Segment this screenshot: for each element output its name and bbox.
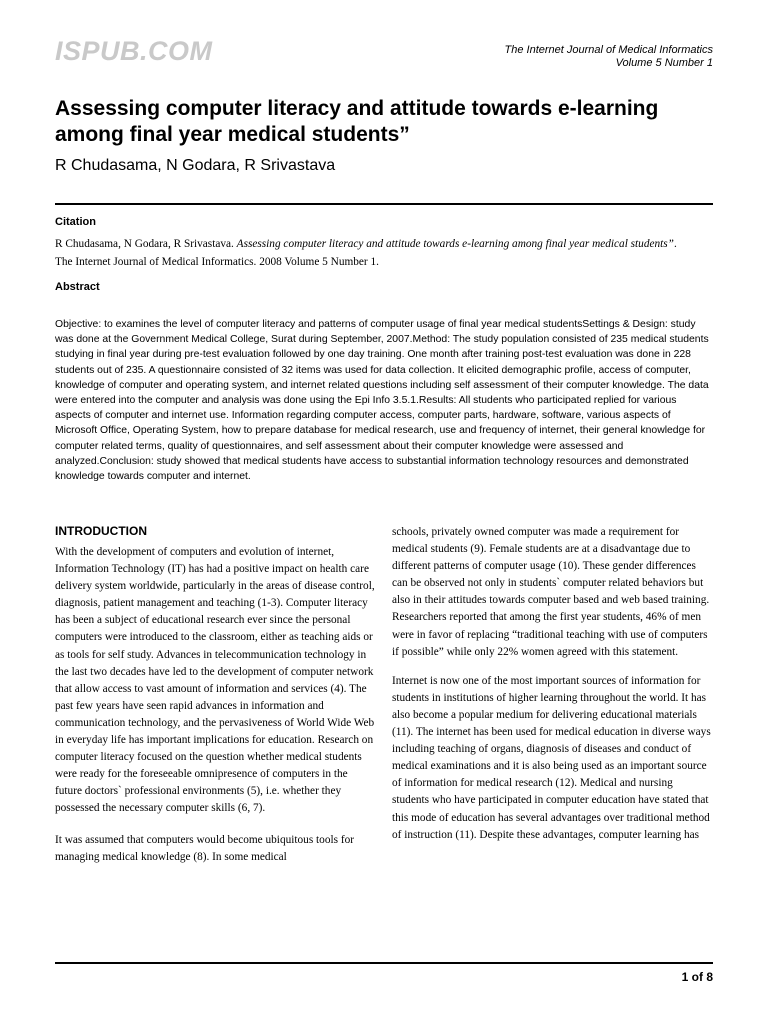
right-column [392,524,712,856]
citation-source: . The Internet Journal of Medical Informatics. 2008 Volume 5 Number 1. [55,238,677,268]
citation-authors: R Chudasama, N Godara, R Srivastava. [55,238,234,250]
citation-heading: Citation [55,216,96,228]
left-column [55,524,375,880]
abstract-heading: Abstract [55,281,100,293]
article-title: Assessing computer literacy and attitude towards e-learning among final year medical students” [55,97,659,146]
body-paragraph: schools, privately owned computer was made a requirement for medical students (9). Female students are at a disadvantage due to different patterns of computer usage (10). These gender differences can be observed not only in students` computer related behaviors but also in their attitudes towards computer based and web based training. Researchers reported that among the first year students, 46% of men were in favor of replacing “traditional teaching with use of computers if possible” while only 22% women agreed with this statement. [392,526,710,658]
article-authors: R Chudasama, N Godara, R Srivastava [55,157,336,174]
journal-volume: Volume 5 Number 1 [615,57,713,69]
citation-text [55,235,695,271]
top-divider [55,203,713,205]
body-paragraph: It was assumed that computers would become ubiquitous tools for managing medical knowledge (8). In some medical [55,833,355,863]
journal-info [505,44,713,70]
body-paragraph: With the development of computers and evolution of internet, Information Technology (IT) has had a positive impact on health care delivery system worldwide, particularly in the areas of disease control, diagnosis, patient management and teaching (1-3). Computer literacy has been a subject of educational research ever since the personal computers were introduced to the classroom, either as teaching aids or as tools for self study. Advances in telecommunication technology in the last two decades have led to the development of computer network that allow access to vast amount of information and services (4). The past few years have seen rapid advances in information and communication technology, and the pervasiveness of World Wide Web in everyday life has important implications for education. Research on computer literacy focused on the question whether medical students were ready for the foreseeable omnipresence of computers in the future doctors` professional environments (5), i.e. whether they possessed the necessary computer skills (6, 7). [55,546,375,815]
body-paragraph: Internet is now one of the most important sources of information for students in institutions of higher learning throughout the world. It has also become a popular medium for delivering educational materials (11). The internet has been used for medical education in diverse ways including teaching of organs, diagnosis of diseases and conduct of medical examinations and it is also being used as an important source of information for medical research (12). Medical and nursing students who have participated in computer education have stated that this mode of education has several advantages over traditional method of instruction (11). Despite these advantages, computer learning has [392,674,711,841]
introduction-heading: INTRODUCTION [55,524,147,538]
site-logo: ISPUB.COM [55,36,213,66]
page-number: 1 of 8 [681,970,713,984]
citation-title: Assessing computer literacy and attitude towards e-learning among final year medical students” [236,238,674,250]
abstract-text: Objective: to examines the level of computer literacy and patterns of computer usage of final year medical studentsSettings & Design: study was done at the Government Medical College, Surat during September, 2007.Method: The study population consisted of 235 medical students studying in final year during pre-test evaluation followed by one day training. One month after training post-test evaluation was done in 228 students out of 235. A questionnaire consisted of 32 items was used for data collection. It elicited demographic profile, access of computer, knowledge of computer and operating system, and internet related questions including self assessment of their computer knowledge. The data were entered into the computer and analysis was done using the Epi Info 3.5.1.Results: All students who participated replied for various aspects of computer and internet use. Information regarding computer access, computer parts, hardware, software, various aspects of Microsoft Office, Operating System, how to prepare database for medical research, use and frequency of internet, their general knowledge for computer related terms, quality of questionnaires, and self assessment about their computer knowledge were assessed and analyzed.Conclusion: study showed that medical students have access to substantial information technology resources and demonstrated knowledge towards computer and internet. [55,319,709,483]
journal-name: The Internet Journal of Medical Informatics [504,44,713,56]
bottom-divider [55,962,713,964]
